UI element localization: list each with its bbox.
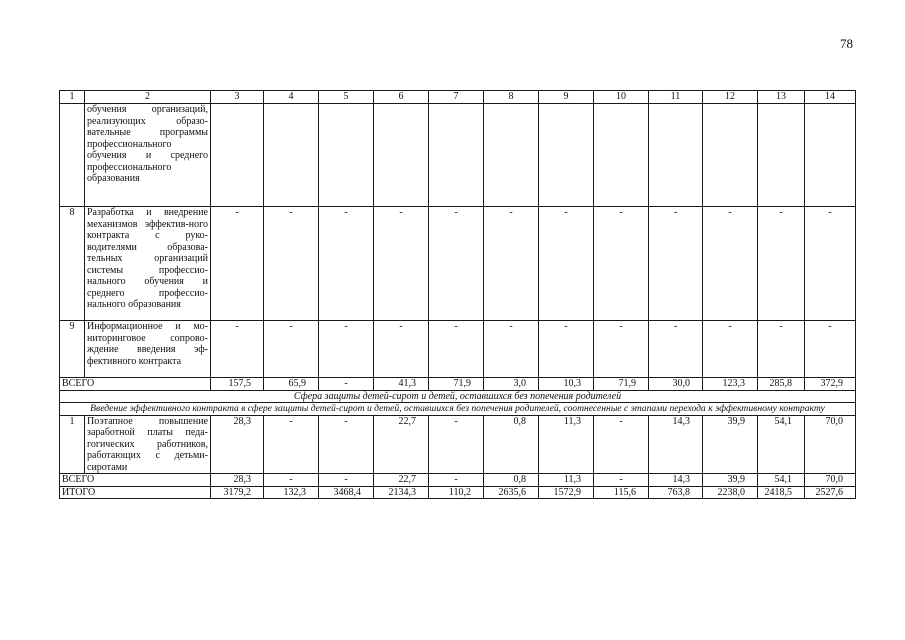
page-number: 78 (840, 36, 853, 51)
value-cell: 3,0 (484, 378, 539, 391)
column-header: 11 (649, 91, 703, 104)
total-row (60, 378, 856, 391)
total-row (60, 474, 856, 487)
column-header: 4 (264, 91, 319, 104)
value-cell: 115,6 (594, 486, 649, 499)
value-cell: 10,3 (539, 378, 594, 391)
budget-table (59, 90, 856, 499)
value-cell: 285,8 (758, 378, 805, 391)
section-row (60, 390, 856, 403)
value-cell: - (594, 207, 649, 321)
value-cell: 54,1 (758, 415, 805, 474)
value-cell: - (264, 474, 319, 487)
column-header: 3 (211, 91, 264, 104)
value-cell: - (429, 474, 484, 487)
total-label: ВСЕГО (60, 378, 211, 391)
subsection-title: Введение эффективного контракта в сфере защиты детей-сирот и детей, оставшихся без попечения родителей, соотнесенные с этапами перехода к эффективному контракту (60, 403, 856, 416)
column-header: 8 (484, 91, 539, 104)
value-cell: 22,7 (374, 415, 429, 474)
value-cell: - (319, 415, 374, 474)
table-row (60, 415, 856, 474)
header-row (60, 91, 856, 104)
value-cell (429, 104, 484, 207)
total-label: ВСЕГО (60, 474, 211, 487)
column-header: 2 (85, 91, 211, 104)
value-cell: 2635,6 (484, 486, 539, 499)
value-cell: 70,0 (805, 474, 856, 487)
value-cell: 132,3 (264, 486, 319, 499)
value-cell: - (319, 474, 374, 487)
row-description: обучения организаций, реализующих образо-вательные программы профессионального обучения и среднего профессионального образования (85, 104, 211, 207)
value-cell: 54,1 (758, 474, 805, 487)
value-cell: 70,0 (805, 415, 856, 474)
value-cell: 39,9 (703, 415, 758, 474)
value-cell: 41,3 (374, 378, 429, 391)
row-description: Разработка и внедрение механизмов эффектив-ного контракта с руко-водителями образова-тельных организаций системы профессио-нального обучения и среднего профессио-нального образования (85, 207, 211, 321)
value-cell: - (594, 321, 649, 378)
value-cell (319, 104, 374, 207)
value-cell: 123,3 (703, 378, 758, 391)
value-cell: 2238,0 (703, 486, 758, 499)
value-cell (484, 104, 539, 207)
row-description: Поэтапное повышение заработной платы педа-гогических работников, работающих с детьми-сиротами (85, 415, 211, 474)
value-cell: - (264, 415, 319, 474)
value-cell: - (264, 321, 319, 378)
row-number: 9 (60, 321, 85, 378)
value-cell: 11,3 (539, 474, 594, 487)
value-cell: 2134,3 (374, 486, 429, 499)
value-cell: - (374, 321, 429, 378)
value-cell (264, 104, 319, 207)
value-cell: 30,0 (649, 378, 703, 391)
value-cell: - (805, 321, 856, 378)
value-cell (594, 104, 649, 207)
value-cell: - (758, 207, 805, 321)
value-cell: 39,9 (703, 474, 758, 487)
table-row (60, 207, 856, 321)
table-body (60, 91, 856, 499)
value-cell: 71,9 (429, 378, 484, 391)
value-cell: - (211, 321, 264, 378)
value-cell: - (649, 207, 703, 321)
value-cell: 763,8 (649, 486, 703, 499)
row-description: Информационное и мо-ниторинговое сопрово-ждение введения эф-фективного контракта (85, 321, 211, 378)
value-cell: 0,8 (484, 474, 539, 487)
value-cell: - (429, 415, 484, 474)
row-number: 8 (60, 207, 85, 321)
value-cell (539, 104, 594, 207)
subsection-row (60, 403, 856, 416)
value-cell: 14,3 (649, 474, 703, 487)
value-cell: - (805, 207, 856, 321)
value-cell (758, 104, 805, 207)
value-cell: - (319, 207, 374, 321)
value-cell: - (594, 415, 649, 474)
value-cell: 372,9 (805, 378, 856, 391)
column-header: 7 (429, 91, 484, 104)
grand-total-row (60, 486, 856, 499)
value-cell: 28,3 (211, 474, 264, 487)
value-cell: 22,7 (374, 474, 429, 487)
value-cell (211, 104, 264, 207)
value-cell: 3468,4 (319, 486, 374, 499)
value-cell (649, 104, 703, 207)
value-cell: 0,8 (484, 415, 539, 474)
value-cell: 11,3 (539, 415, 594, 474)
value-cell: 28,3 (211, 415, 264, 474)
column-header: 12 (703, 91, 758, 104)
value-cell: - (264, 207, 319, 321)
column-header: 6 (374, 91, 429, 104)
value-cell: 3179,2 (211, 486, 264, 499)
value-cell: - (429, 321, 484, 378)
value-cell: - (539, 321, 594, 378)
row-number-cell (60, 104, 85, 207)
value-cell: - (703, 321, 758, 378)
value-cell (805, 104, 856, 207)
column-header: 5 (319, 91, 374, 104)
value-cell: 1572,9 (539, 486, 594, 499)
column-header: 14 (805, 91, 856, 104)
grand-total-label: ИТОГО (60, 486, 211, 499)
value-cell: 157,5 (211, 378, 264, 391)
column-header: 9 (539, 91, 594, 104)
table-row (60, 104, 856, 207)
value-cell: - (703, 207, 758, 321)
section-title: Сфера защиты детей-сирот и детей, оставшихся без попечения родителей (60, 390, 856, 403)
row-number: 1 (60, 415, 85, 474)
value-cell: - (539, 207, 594, 321)
column-header: 13 (758, 91, 805, 104)
value-cell: - (594, 474, 649, 487)
value-cell: - (649, 321, 703, 378)
value-cell: - (374, 207, 429, 321)
column-header: 1 (60, 91, 85, 104)
column-header: 10 (594, 91, 649, 104)
value-cell: - (211, 207, 264, 321)
value-cell: 14,3 (649, 415, 703, 474)
value-cell: 65,9 (264, 378, 319, 391)
value-cell: 110,2 (429, 486, 484, 499)
value-cell: - (429, 207, 484, 321)
value-cell: - (484, 321, 539, 378)
value-cell: 2418,5 (758, 486, 805, 499)
value-cell: - (319, 378, 374, 391)
value-cell: 2527,6 (805, 486, 856, 499)
value-cell: - (484, 207, 539, 321)
value-cell: 71,9 (594, 378, 649, 391)
table-row (60, 321, 856, 378)
value-cell (703, 104, 758, 207)
value-cell: - (319, 321, 374, 378)
value-cell: - (758, 321, 805, 378)
value-cell (374, 104, 429, 207)
